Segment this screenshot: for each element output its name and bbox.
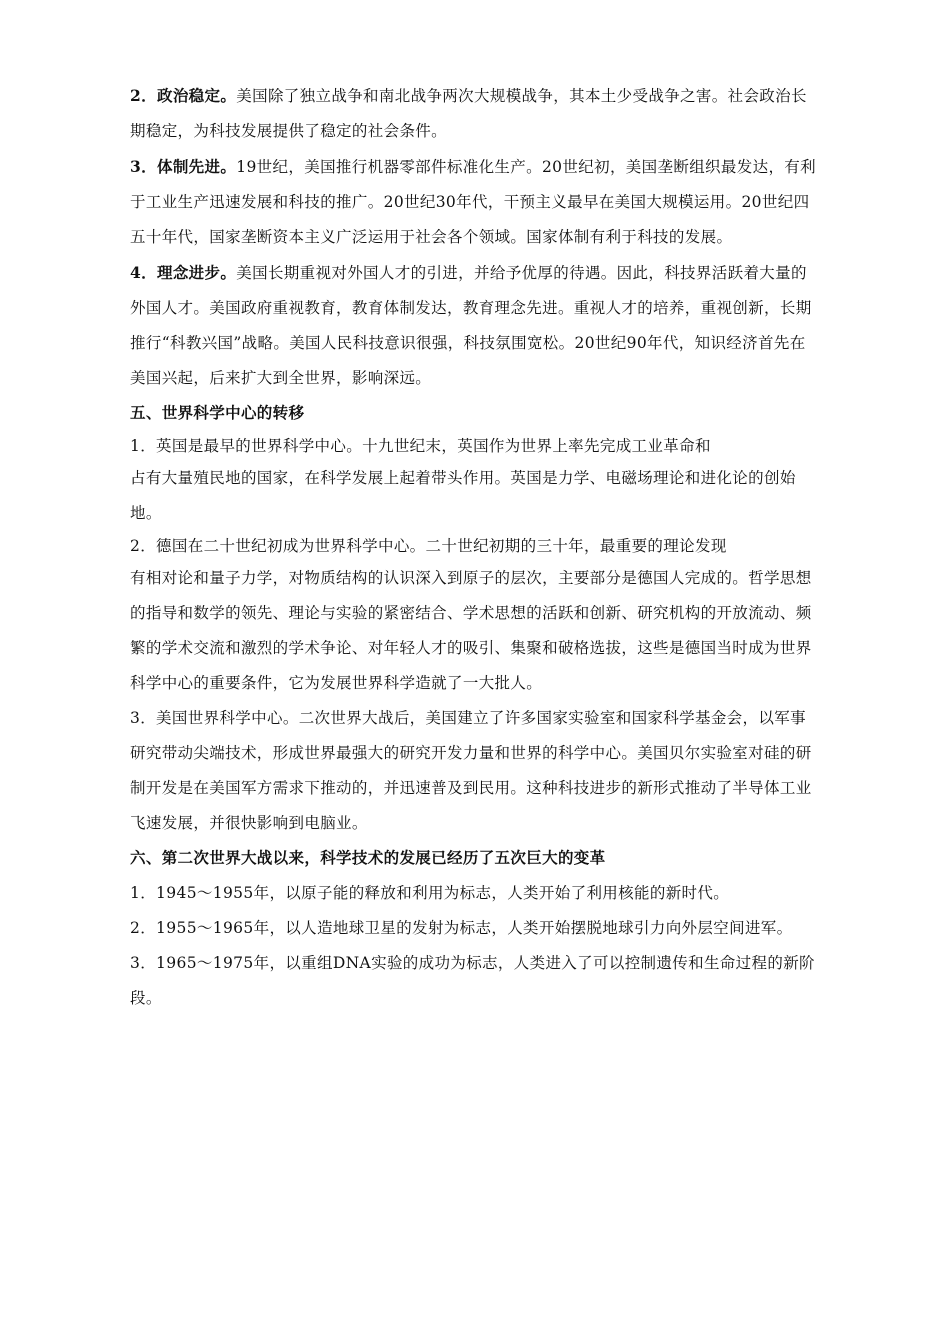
list-item-revolution-3: 3．1965～1975年，以重组DNA实验的成功为标志，人类进入了可以控制遗传和生命过程的新阶段。: [130, 954, 815, 1007]
paragraph-progressive-ideas: [130, 255, 820, 396]
paragraph-text: 占有大量殖民地的国家，在科学发展上起着带头作用。英国是力学、电磁场理论和进化论的创始地。: [130, 469, 796, 522]
paragraph-lead: 2．政治稳定。: [130, 86, 237, 105]
paragraph-text: 美国除了独立战争和南北战争两次大规模战争，其本土少受战争之害。社会政治长期稳定，为科技发展提供了稳定的社会条件。: [130, 87, 807, 140]
paragraph-first-line: 1．英国是最早的世界科学中心。十九世纪末，英国作为世界上率先完成工业革命和: [130, 437, 711, 455]
paragraph-political-stability: [130, 78, 820, 149]
paragraph-lead: 4．理念进步。: [130, 263, 237, 282]
list-item-revolution-1: 1．1945～1955年，以原子能的释放和利用为标志，人类开始了利用核能的新时代。: [130, 884, 730, 902]
paragraph-advanced-system: [130, 149, 820, 255]
paragraph-lead: 3．体制先进。: [130, 157, 237, 176]
paragraph-usa: 3．美国世界科学中心。二次世界大战后，美国建立了许多国家实验室和国家科学基金会，以军事研究带动尖端技术，形成世界最强大的研究开发力量和世界的科学中心。美国贝尔实验室对硅的研制开发是在美国军方需求下推动的，并迅速普及到民用。这种科技进步的新形式推动了半导体工业飞速发展，并很快影响到电脑业。: [130, 709, 812, 832]
paragraph-text: 19世纪，美国推行机器零部件标准化生产。20世纪初，美国垄断组织最发达，有利于工业生产迅速发展和科技的推广。20世纪30年代，干预主义最早在美国大规模运用。20世纪四五十年代，国家垄断资本主义广泛运用于社会各个领域。国家体制有利于科技的发展。: [130, 158, 816, 246]
section-heading-revolutions: 六、第二次世界大战以来，科学技术的发展已经历了五次巨大的变革: [130, 849, 606, 867]
paragraph-text: 有相对论和量子力学，对物质结构的认识深入到原子的层次，主要部分是德国人完成的。哲学思想的指导和数学的领先、理论与实验的紧密结合、学术思想的活跃和创新、研究机构的开放流动、频繁的学术交流和激烈的学术争论、对年轻人才的吸引、集聚和破格选拔，这些是德国当时成为世界科学中心的重要条件，它为发展世界科学造就了一大批人。: [130, 569, 812, 692]
section-heading-shift: 五、世界科学中心的转移: [130, 404, 305, 422]
list-item-revolution-2: 2．1955～1965年，以人造地球卫星的发射为标志，人类开始摆脱地球引力向外层空间进军。: [130, 919, 793, 937]
paragraph-first-line: 2．德国在二十世纪初成为世界科学中心。二十世纪初期的三十年，最重要的理论发现: [130, 537, 727, 555]
paragraph-text: 美国长期重视对外国人才的引进，并给予优厚的待遇。因此，科技界活跃着大量的外国人才。美国政府重视教育，教育体制发达，教育理念先进。重视人才的培养，重视创新，长期推行“科教兴国”战略。美国人民科技意识很强，科技氛围宽松。20世纪90年代，知识经济首先在美国兴起，后来扩大到全世界，影响深远。: [130, 264, 812, 387]
document-page: [130, 78, 820, 1016]
paragraph-britain: [130, 431, 820, 531]
paragraph-germany: [130, 531, 820, 701]
